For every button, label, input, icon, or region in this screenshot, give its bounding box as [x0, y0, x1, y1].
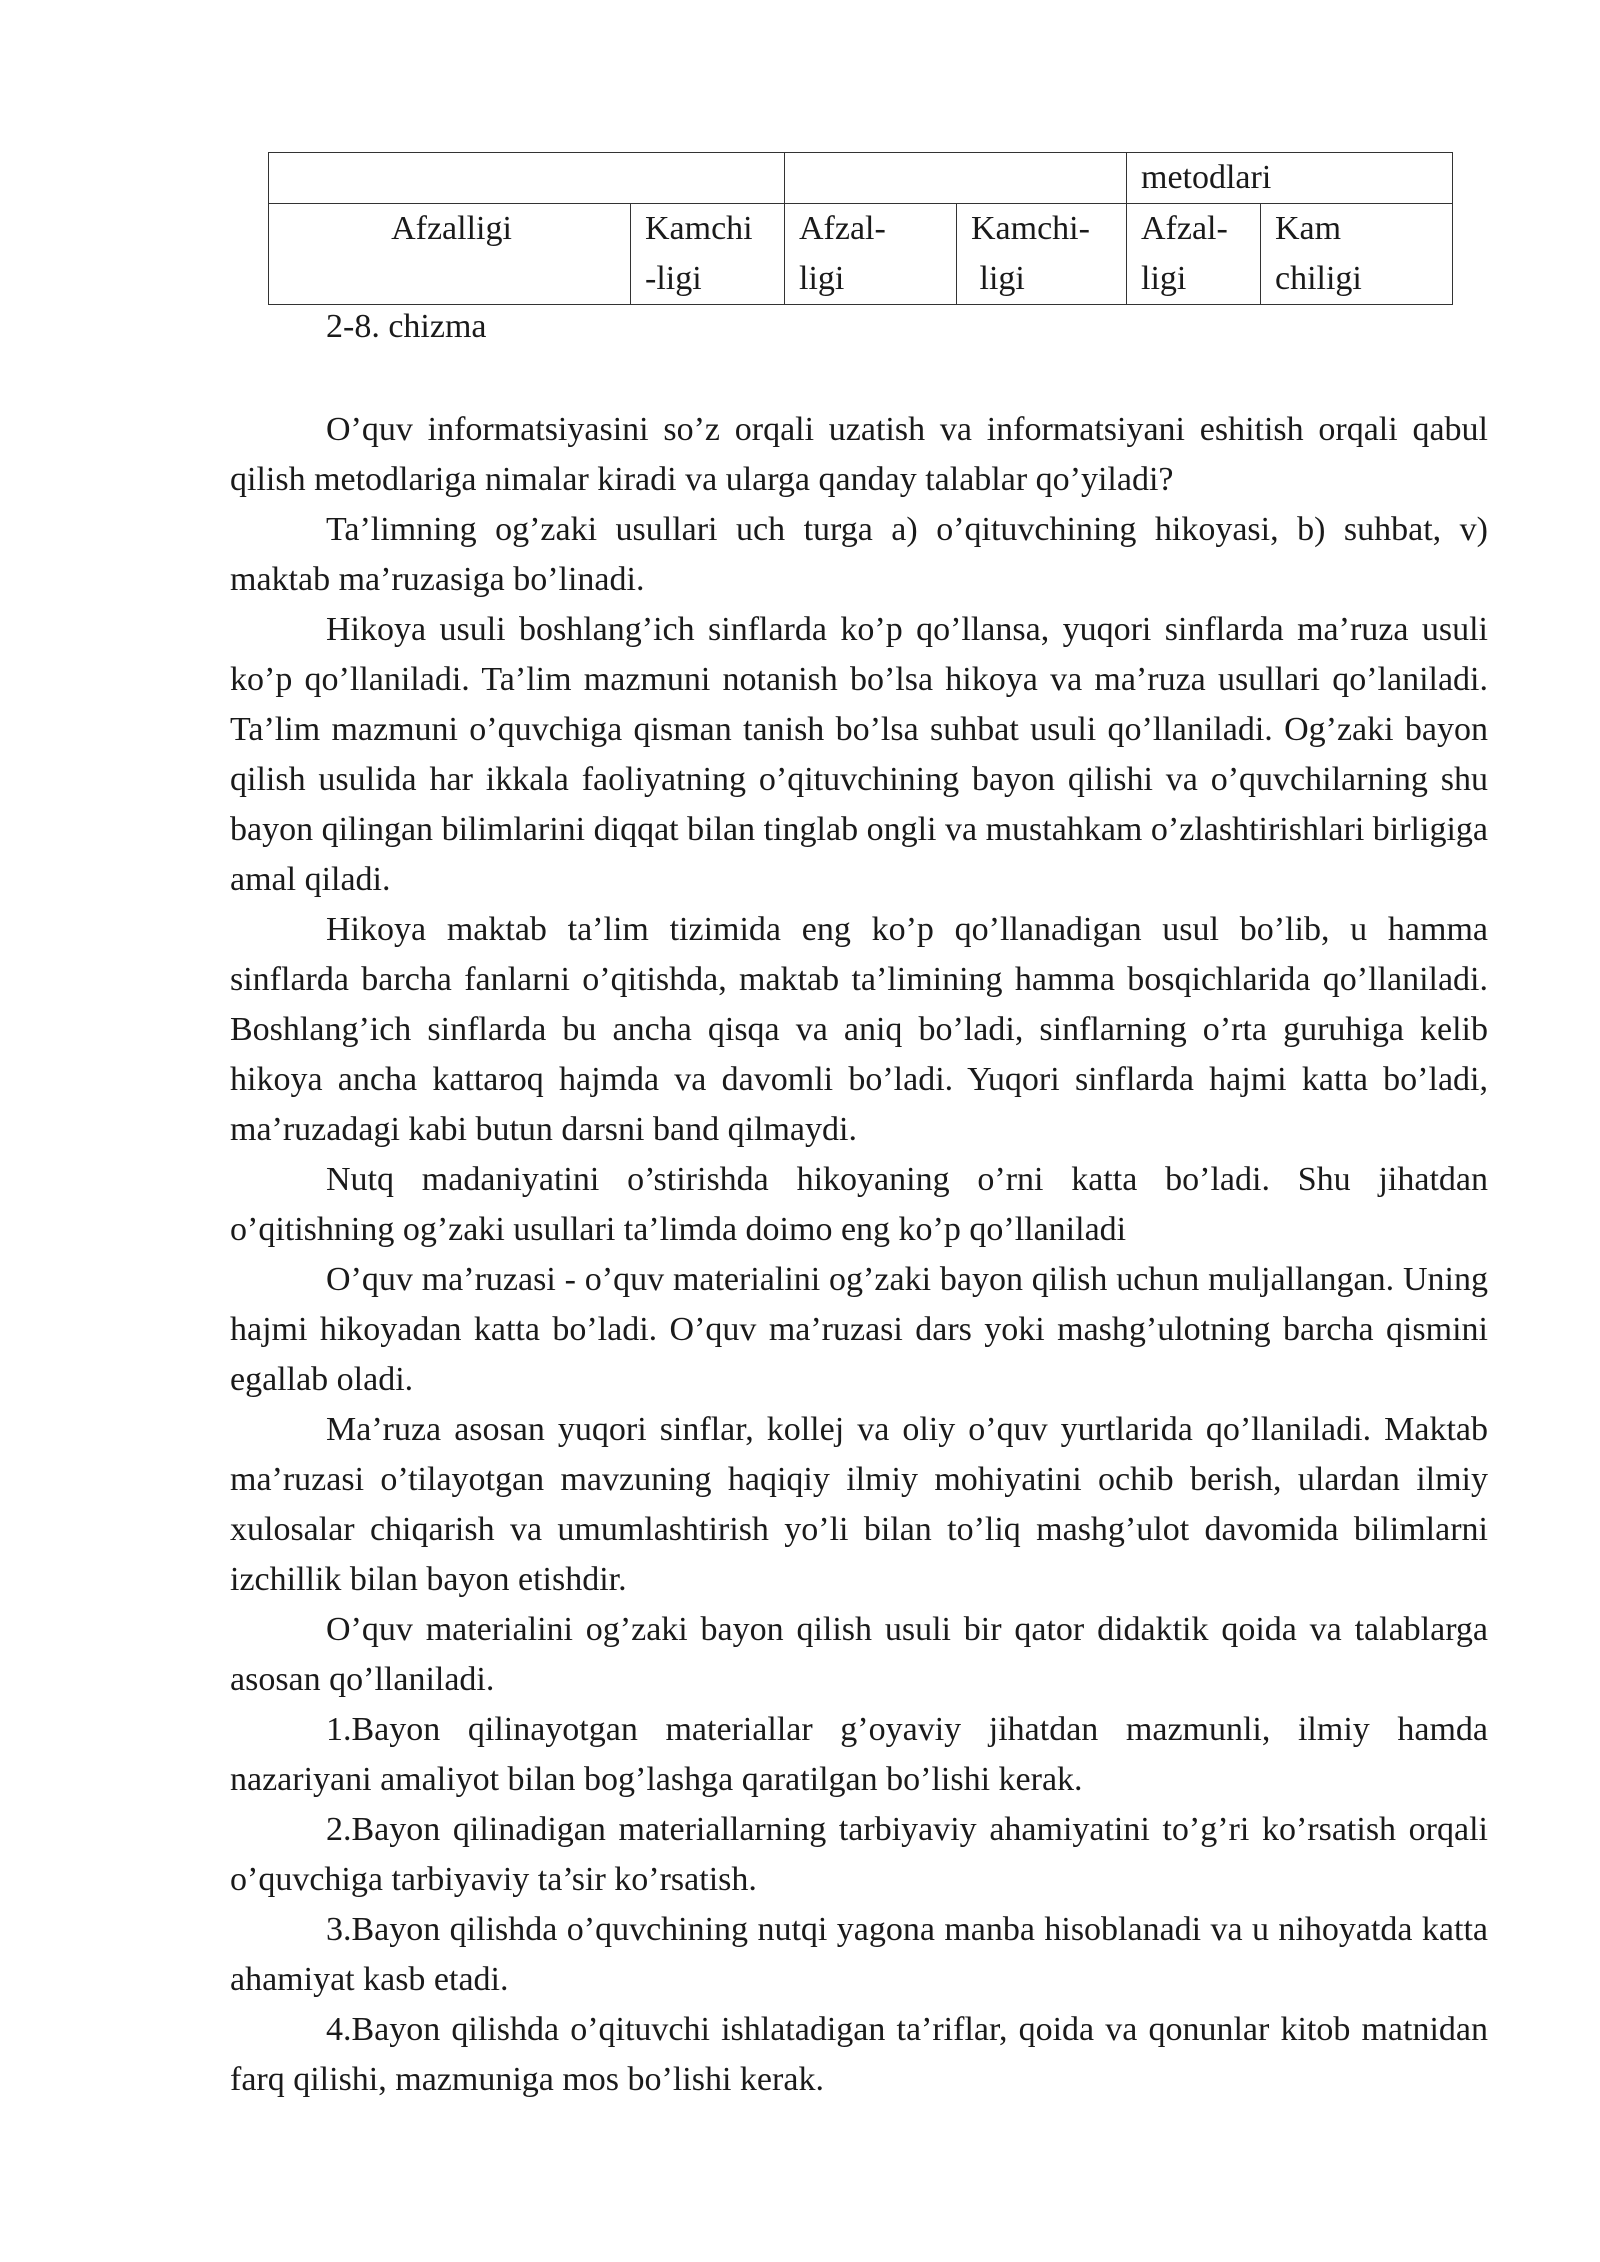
table-cell-text: chiligi: [1275, 260, 1362, 297]
table-cell-empty: [269, 153, 785, 204]
table-cell-text: ligi: [971, 260, 1025, 297]
paragraph: 4.Bayon qilishda o’qituvchi ishlatadigan ta’riflar, qoida va qonunlar kitob matnidan farq qilishi, mazmuniga mos bo’lishi kerak.: [230, 2011, 1488, 2098]
table-cell-text: -ligi: [645, 260, 702, 297]
methods-table: [268, 152, 1453, 305]
table-cell-disadvantages: [1261, 204, 1453, 305]
paragraph: O’quv informatsiyasini so’z orqali uzatish va informatsiyani eshitish orqali qabul qilish metodlariga nimalar kiradi va ularga qanday talablar qo’yiladi?: [230, 411, 1488, 498]
table-row: [269, 153, 1453, 204]
table-cell-disadvantages: [631, 204, 785, 305]
table-cell-text: Kamchi: [645, 210, 753, 247]
body-text: [230, 405, 1488, 2105]
table-cell-disadvantages: [957, 204, 1127, 305]
paragraph: Ta’limning og’zaki usullari uch turga a) o’qituvchining hikoyasi, b) suhbat, v) maktab ma’ruzasiga bo’linadi.: [230, 511, 1488, 598]
paragraph: Hikoya usuli boshlang’ich sinflarda ko’p qo’llansa, yuqori sinflarda ma’ruza usuli ko’p qo’llaniladi. Ta’lim mazmuni notanish bo’lsa hikoya va ma’ruza usullari qo’laniladi. Ta’lim mazmuni o’quvchiga qisman tanish bo’lsa suhbat usuli qo’llaniladi. Og’zaki bayon qilish usulida har ikkala faoliyatning o’qituvchining bayon qilishi va o’quvchilarning shu bayon qilingan bilimlarini diqqat bilan tinglab ongli va mustahkam o’zlashtirishlari birligiga amal qiladi.: [230, 611, 1488, 898]
paragraph: Hikoya maktab ta’lim tizimida eng ko’p qo’llanadigan usul bo’lib, u hamma sinflarda barcha fanlarni o’qitishda, maktab ta’limining hamma bosqichlarida qo’llaniladi. Boshlang’ich sinflarda bu ancha qisqa va aniq bo’ladi, sinflarning o’rta guruhiga kelib hikoya ancha kattaroq hajmda va davomli bo’ladi. Yuqori sinflarda hajmi katta bo’ladi, ma’ruzadagi kabi butun darsni band qilmaydi.: [230, 911, 1488, 1148]
table-cell-advantages: [785, 204, 957, 305]
table-cell-text: Afzal-: [1141, 210, 1228, 247]
figure-caption: 2-8. chizma: [326, 308, 487, 345]
paragraph: 2.Bayon qilinadigan materiallarning tarbiyaviy ahamiyatini to’g’ri ko’rsatish orqali o’quvchiga tarbiyaviy ta’sir ko’rsatish.: [230, 1811, 1488, 1898]
paragraph: O’quv materialini og’zaki bayon qilish usuli bir qator didaktik qoida va talablarga asosan qo’llaniladi.: [230, 1611, 1488, 1698]
table-cell-text: Afzal-: [799, 210, 886, 247]
paragraph: Ma’ruza asosan yuqori sinflar, kollej va oliy o’quv yurtlarida qo’llaniladi. Maktab ma’ruzasi o’tilayotgan mavzuning haqiqiy ilmiy mohiyatini ochib berish, ulardan ilmiy xulosalar chiqarish va umumlashtirish yo’li bilan to’liq mashg’ulot davomida bilimlarni izchillik bilan bayon etishdir.: [230, 1411, 1488, 1598]
table-cell-text: ligi: [799, 260, 845, 297]
table-cell-text: Kamchi-: [971, 210, 1090, 247]
paragraph: 3.Bayon qilishda o’quvchining nutqi yagona manba hisoblanadi va u nihoyatda katta ahamiyat kasb etadi.: [230, 1911, 1488, 1998]
table-cell-text: Kam: [1275, 210, 1342, 247]
paragraph: 1.Bayon qilinayotgan materiallar g’oyaviy jihatdan mazmunli, ilmiy hamda nazariyani amaliyot bilan bog’lashga qaratilgan bo’lishi kerak.: [230, 1711, 1488, 1798]
table-cell-empty: [785, 153, 1127, 204]
table-cell-methods: [1127, 153, 1453, 204]
paragraph: Nutq madaniyatini o’stirishda hikoyaning o’rni katta bo’ladi. Shu jihatdan o’qitishning og’zaki usullari ta’limda doimo eng ko’p qo’llaniladi: [230, 1161, 1488, 1248]
table-cell-text: metodlari: [1141, 159, 1272, 196]
table-cell-text: ligi: [1141, 260, 1187, 297]
table-cell-text: Afzalligi: [391, 210, 512, 247]
table-row: [269, 204, 1453, 305]
table-cell-advantages: [1127, 204, 1261, 305]
paragraph: O’quv ma’ruzasi - o’quv materialini og’zaki bayon qilish uchun muljallangan. Uning hajmi hikoyadan katta bo’ladi. O’quv ma’ruzasi dars yoki mashg’ulotning barcha qismini egallab oladi.: [230, 1261, 1488, 1398]
table-cell-advantages: [269, 204, 631, 305]
